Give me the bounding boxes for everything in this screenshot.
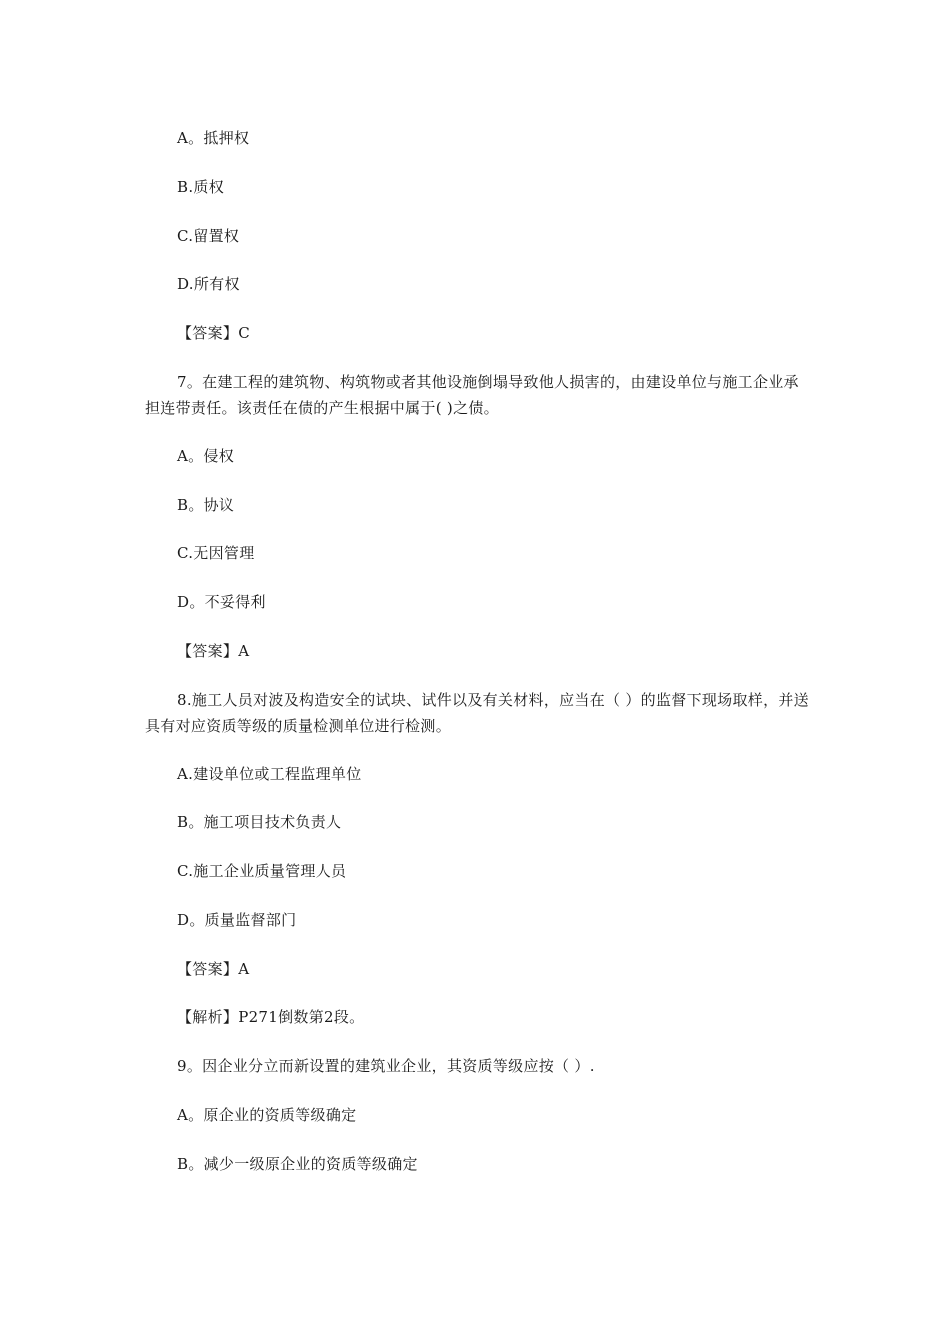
q8-analysis: 【解析】P271倒数第2段。 [177,1008,365,1026]
q7-answer: 【答案】A [177,642,250,660]
q8-option-b: B。施工项目技术负责人 [177,813,342,831]
q6-option-a: A。抵押权 [177,129,250,147]
q8-question: 8.施工人员对波及构造安全的试块、试件以及有关材料，应当在（ ）的监督下现场取样，并送具有对应资质等级的质量检测单位进行检测。 [145,691,809,735]
q7-option-b: B。协议 [177,496,235,514]
q7-question: 7。在建工程的建筑物、构筑物或者其他设施倒塌导致他人损害的，由建设单位与施工企业承担连带责任。该责任在债的产生根据中属于( )之债。 [145,373,799,417]
q8-option-c: C.施工企业质量管理人员 [177,862,347,880]
q6-answer: 【答案】C [177,324,250,342]
q7-option-d: D。不妥得利 [177,593,266,611]
q9-question: 9。因企业分立而新设置的建筑业企业，其资质等级应按（ ）. [177,1057,595,1075]
q8-answer: 【答案】A [177,960,250,978]
q6-option-b: B.质权 [177,178,224,196]
q9-option-b: B。减少一级原企业的资质等级确定 [177,1155,418,1173]
q8-option-d: D。质量监督部门 [177,911,297,929]
q7-option-a: A。侵权 [177,447,235,465]
q7-option-c: C.无因管理 [177,544,255,562]
q6-option-d: D.所有权 [177,275,240,293]
q9-option-a: A。原企业的资质等级确定 [177,1106,357,1124]
q8-option-a: A.建设单位或工程监理单位 [177,765,362,783]
q6-option-c: C.留置权 [177,227,240,245]
